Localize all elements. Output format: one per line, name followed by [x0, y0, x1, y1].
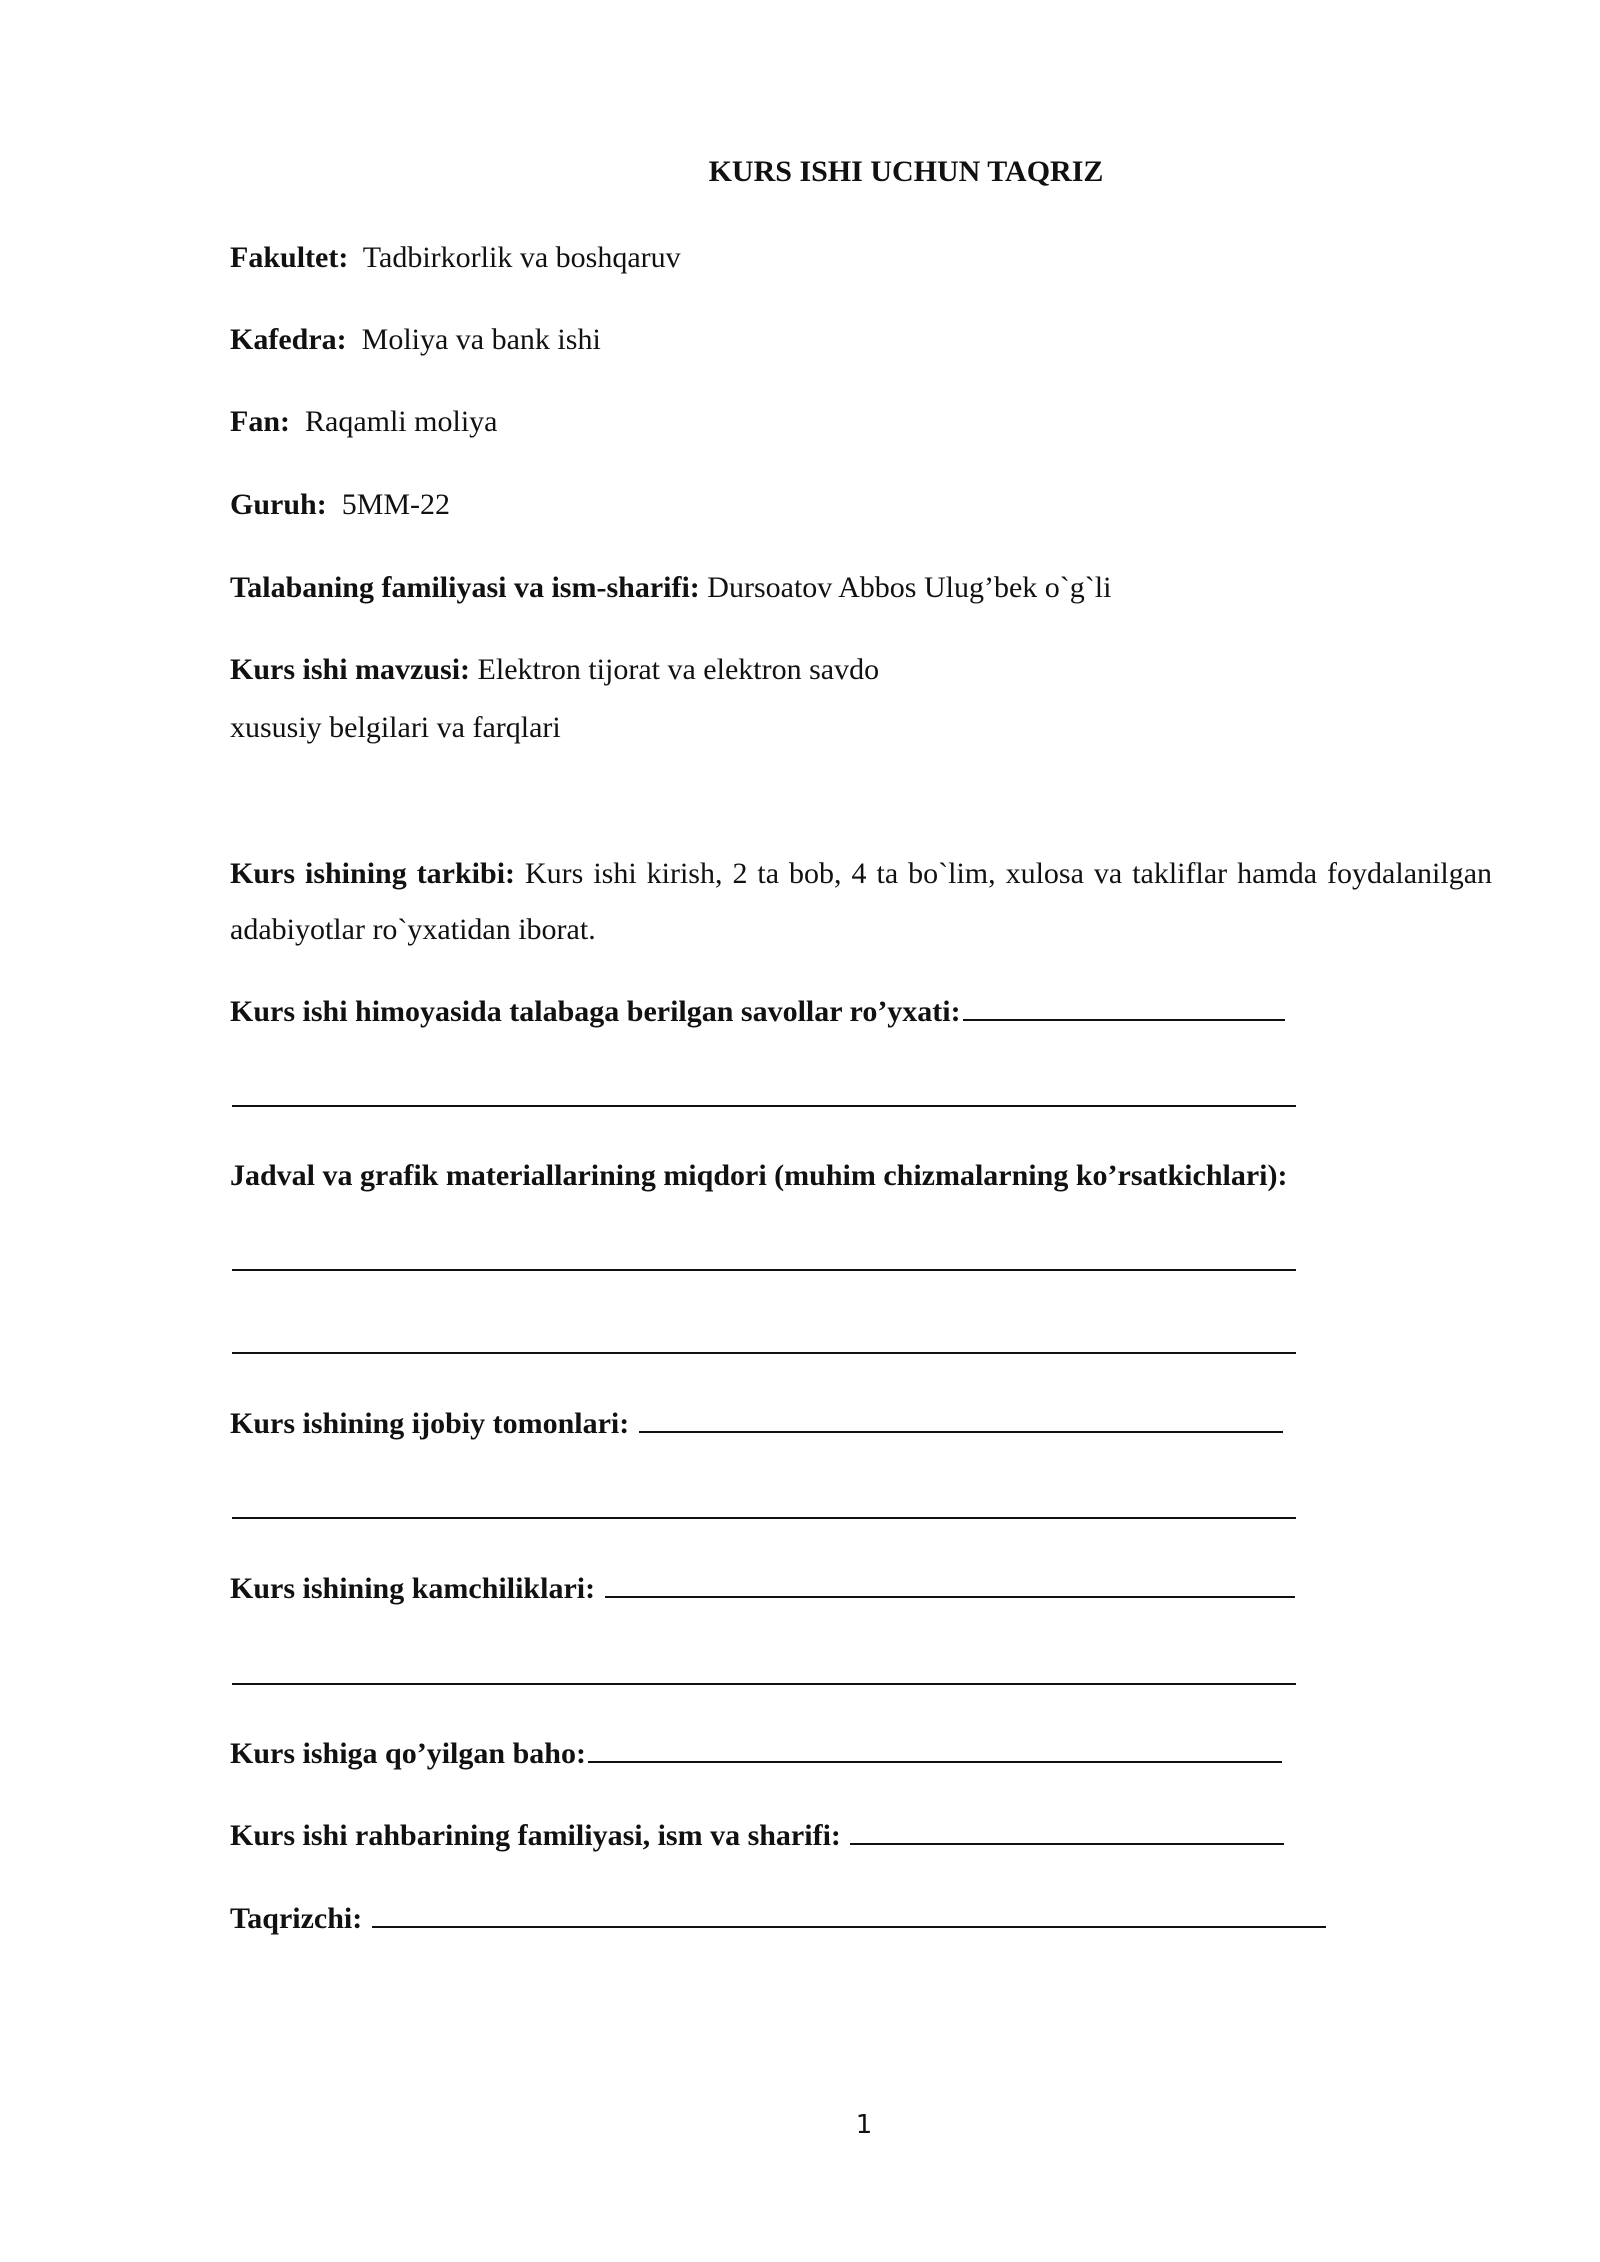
document-title: KURS ISHI UCHUN TAQRIZ: [708, 155, 1104, 188]
rahbar-row: [230, 1816, 1284, 1856]
savollar-row: [230, 992, 1285, 1032]
kamchilik-row: [230, 1569, 1295, 1609]
guruh-row: [230, 485, 450, 525]
tarkib-label: Kurs ishining tarkibi:: [230, 857, 516, 890]
talaba-label: Talabaning familiyasi va ism-sharifi:: [230, 571, 700, 604]
savollar-blank-line: [232, 1105, 1296, 1107]
kamchilik-label: Kurs ishining kamchiliklari:: [230, 1572, 596, 1605]
ijobiy-blank: [639, 1407, 1283, 1433]
fakultet-row: [230, 238, 681, 278]
savollar-blank: [963, 995, 1285, 1021]
fan-row: [230, 402, 497, 442]
guruh-value: 5MM-22: [341, 488, 451, 521]
fakultet-value: Tadbirkorlik va boshqaruv: [362, 241, 681, 274]
savollar-label: Kurs ishi himoyasida talabaga berilgan savollar ro’yxati:: [230, 995, 961, 1028]
mavzu-row-continued: [230, 708, 561, 748]
mavzu-row: [230, 650, 879, 690]
kafedra-label: Kafedra:: [230, 323, 347, 356]
ijobiy-blank-line: [232, 1517, 1296, 1519]
fakultet-label: Fakultet:: [230, 241, 349, 274]
jadval-row: [230, 1156, 1287, 1196]
mavzu-label: Kurs ishi mavzusi:: [230, 653, 471, 686]
baho-row: [230, 1734, 1282, 1774]
kamchilik-blank: [605, 1572, 1295, 1598]
kafedra-row: [230, 320, 601, 360]
taqrizchi-row: [230, 1899, 1326, 1939]
baho-blank: [588, 1737, 1282, 1763]
fan-label: Fan:: [230, 405, 290, 438]
baho-label: Kurs ishiga qo’yilgan baho:: [230, 1737, 586, 1770]
rahbar-blank: [850, 1819, 1284, 1845]
taqrizchi-blank: [372, 1902, 1326, 1928]
tarkib-value: Kurs ishi kirish, 2 ta bob, 4 ta bo`lim, xulosa va takliflar hamda foydalanilgan adabiyotlar ro`yxatidan iborat.: [230, 857, 1493, 946]
jadval-label: Jadval va grafik materiallarining miqdori (muhim chizmalarning ko’rsatkichlari):: [230, 1159, 1288, 1192]
guruh-label: Guruh:: [230, 488, 327, 521]
tarkib-paragraph: [230, 846, 1492, 958]
ijobiy-label: Kurs ishining ijobiy tomonlari:: [230, 1407, 630, 1440]
talaba-value: Dursoatov Abbos Ulug’bek o`g`li: [707, 571, 1112, 604]
page-number: 1: [855, 2110, 873, 2140]
kafedra-value: Moliya va bank ishi: [361, 323, 601, 356]
rahbar-label: Kurs ishi rahbarining familiyasi, ism va sharifi:: [230, 1819, 841, 1852]
mavzu-value-line2: xususiy belgilari va farqlari: [230, 711, 561, 744]
fan-value: Raqamli moliya: [305, 405, 498, 438]
mavzu-value-line1: Elektron tijorat va elektron savdo: [477, 653, 880, 686]
ijobiy-row: [230, 1404, 1283, 1444]
talaba-row: [230, 568, 1111, 608]
kamchilik-blank-line: [232, 1683, 1296, 1685]
jadval-blank-line-1: [232, 1269, 1296, 1271]
jadval-blank-line-2: [232, 1352, 1296, 1354]
taqrizchi-label: Taqrizchi:: [230, 1902, 363, 1935]
